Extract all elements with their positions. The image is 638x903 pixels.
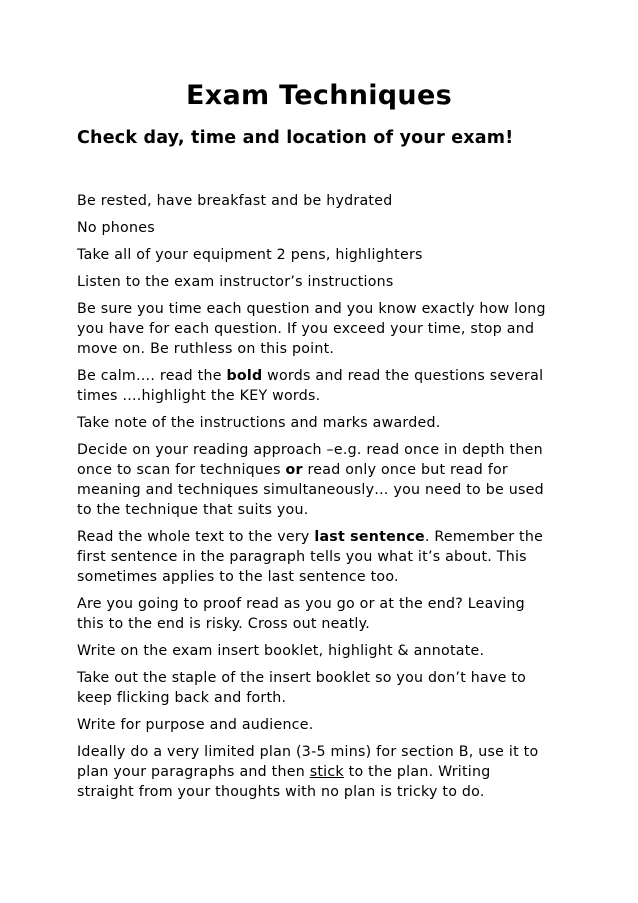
text-segment: to the plan. Writing — [343, 764, 491, 780]
text-line: Write for purpose and audience. — [77, 717, 314, 733]
tip-paragraph — [77, 218, 577, 238]
text-segment: read only once but read for — [302, 462, 509, 478]
text-line: move on. Be ruthless on this point. — [77, 341, 335, 357]
tip-paragraph — [77, 245, 577, 265]
text-line: Take out the staple of the insert booklet so you don’t have to — [77, 670, 527, 686]
text-line — [77, 366, 577, 386]
text-line — [77, 527, 577, 547]
text-segment: once to scan for techniques — [77, 462, 286, 478]
text-segment: Be calm…. read the — [77, 368, 227, 384]
text-segment: Read the whole text to the very — [77, 529, 315, 545]
text-segment: plan your paragraphs and then — [77, 764, 310, 780]
tip-paragraph — [77, 742, 577, 802]
bold-emphasis: last sentence — [314, 529, 425, 545]
text-line: meaning and techniques simultaneously… you need to be used — [77, 482, 544, 498]
tip-paragraph — [77, 594, 577, 634]
tip-paragraph — [77, 191, 577, 211]
text-line: keep flicking back and forth. — [77, 690, 287, 706]
bold-emphasis: or — [285, 462, 303, 478]
text-line: Take all of your equipment 2 pens, highlighters — [77, 247, 423, 263]
text-line: Be rested, have breakfast and be hydrated — [77, 193, 393, 209]
text-line: Be sure you time each question and you know exactly how long — [77, 301, 546, 317]
tip-paragraph — [77, 413, 577, 433]
tips-list — [77, 191, 577, 809]
tip-paragraph — [77, 641, 577, 661]
tip-paragraph — [77, 715, 577, 735]
page-subtitle: Check day, time and location of your exam! — [77, 128, 514, 148]
tip-paragraph — [77, 366, 577, 406]
text-line: Write on the exam insert booklet, highlight & annotate. — [77, 643, 485, 659]
text-line: you have for each question. If you exceed your time, stop and — [77, 321, 535, 337]
text-line: to the technique that suits you. — [77, 502, 309, 518]
tip-paragraph — [77, 272, 577, 292]
page-title: Exam Techniques — [186, 80, 452, 111]
text-line: Decide on your reading approach –e.g. read once in depth then — [77, 442, 543, 458]
text-line — [77, 460, 577, 480]
tip-paragraph — [77, 440, 577, 520]
text-line: Take note of the instructions and marks awarded. — [77, 415, 441, 431]
text-line: Ideally do a very limited plan (3-5 mins) for section B, use it to — [77, 744, 539, 760]
text-line — [77, 762, 577, 782]
tip-paragraph — [77, 299, 577, 359]
text-line: straight from your thoughts with no plan is tricky to do. — [77, 784, 485, 800]
text-line: Listen to the exam instructor’s instructions — [77, 274, 394, 290]
text-line: No phones — [77, 220, 155, 236]
text-line: times ....highlight the KEY words. — [77, 388, 321, 404]
tip-paragraph — [77, 527, 577, 587]
text-line: this to the end is risky. Cross out neatly. — [77, 616, 370, 632]
text-line: sometimes applies to the last sentence too. — [77, 569, 399, 585]
tip-paragraph — [77, 668, 577, 708]
bold-emphasis: bold — [226, 368, 263, 384]
text-segment: . Remember the — [424, 529, 544, 545]
text-segment: words and read the questions several — [262, 368, 544, 384]
text-line: first sentence in the paragraph tells you what it’s about. This — [77, 549, 527, 565]
text-line: Are you going to proof read as you go or at the end? Leaving — [77, 596, 525, 612]
underline-emphasis: stick — [309, 764, 344, 780]
